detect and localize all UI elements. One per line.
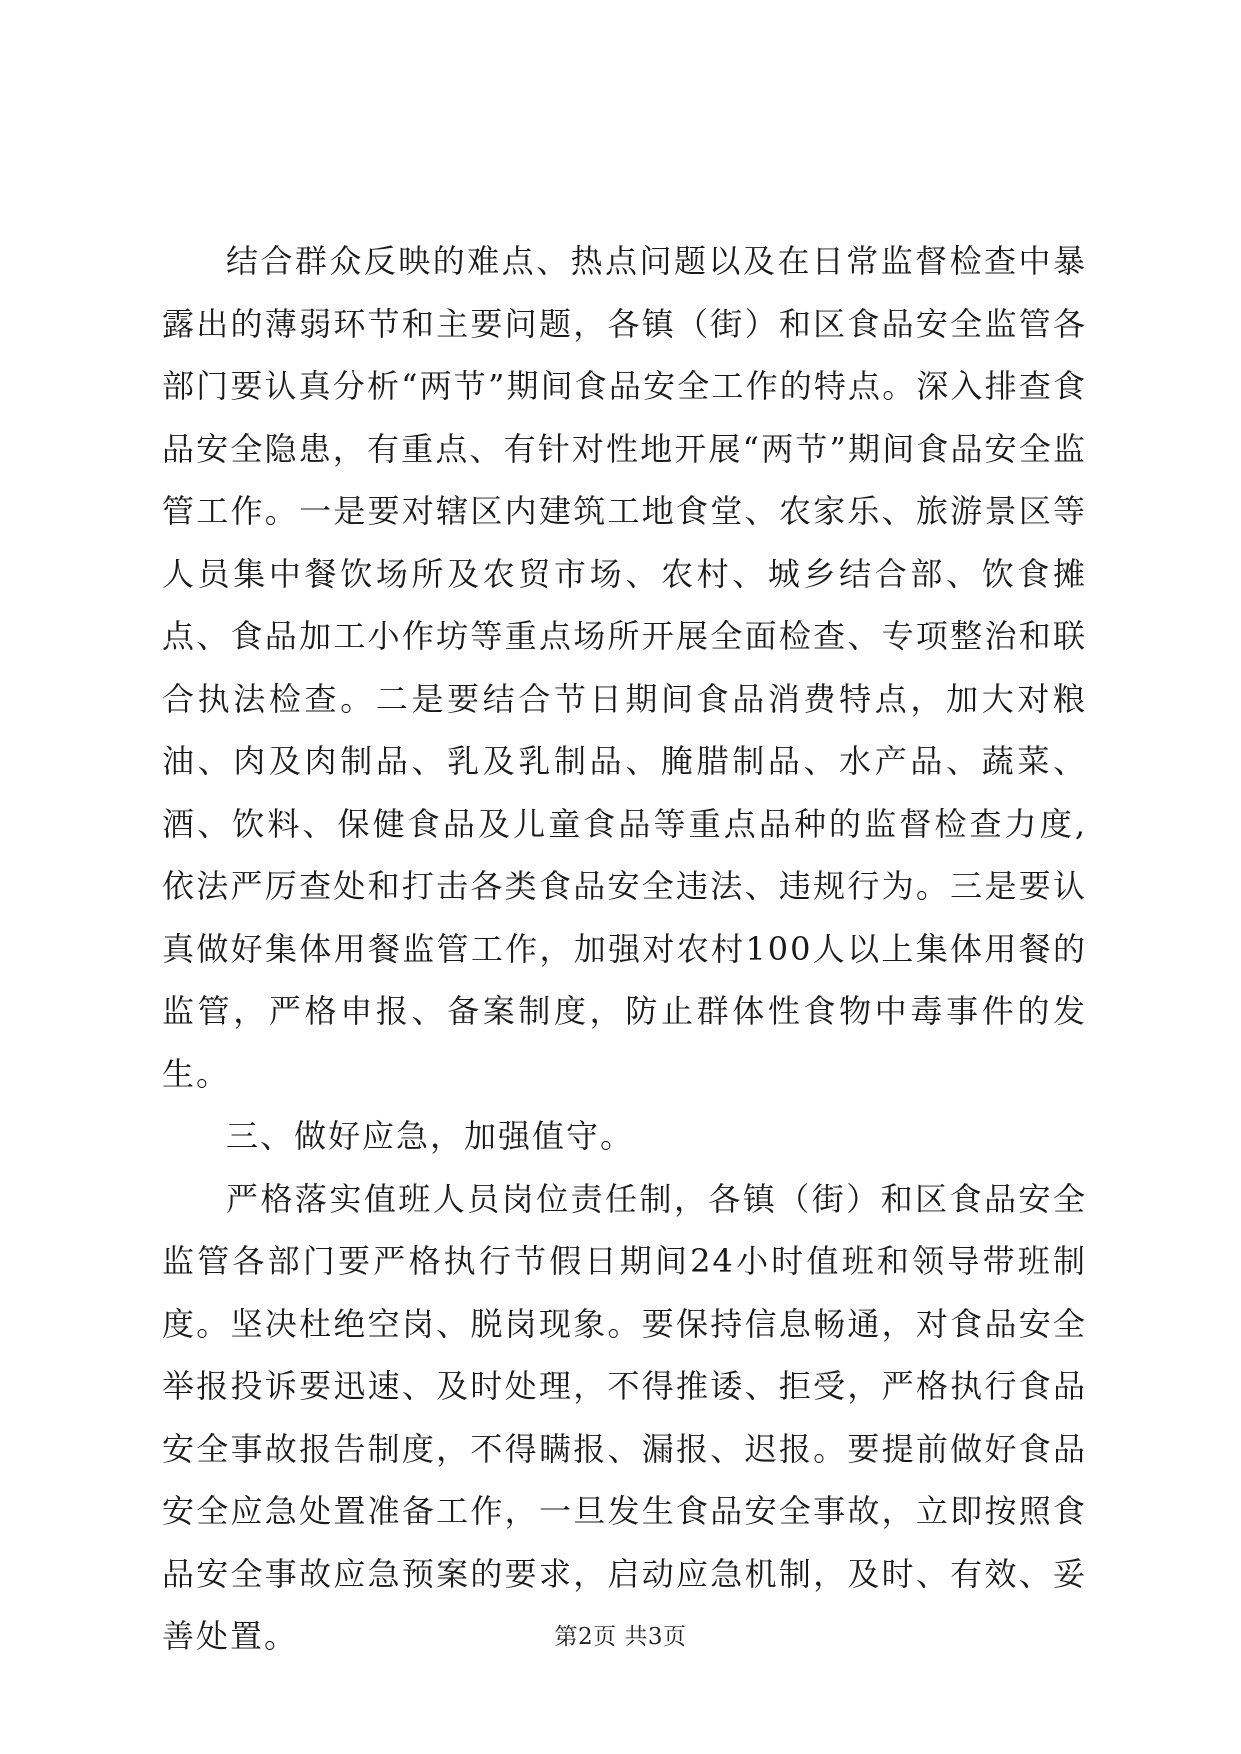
document-body — [162, 230, 1087, 1668]
page-number-footer: 第2页 共3页 — [554, 1624, 687, 1650]
paragraph-duty-system: 严格落实值班人员岗位责任制，各镇（街）和区食品安全监管各部门要严格执行节假日期间24小时值班和领导带班制度。坚决杜绝空岗、脱岗现象。要保持信息畅通，对食品安全举报投诉要迅速、及时处理，不得推诿、拒受，严格执行食品安全事故报告制度，不得瞒报、漏报、迟报。要提前做好食品安全应急处置准备工作，一旦发生食品安全事故，立即按照食品安全事故应急预案的要求，启动应急机制，及时、有效、妥善处置。 — [162, 1179, 1087, 1655]
section-heading-emergency: 三、做好应急，加强值守。 — [226, 1117, 635, 1155]
paragraph-inspection-focus: 结合群众反映的难点、热点问题以及在日常监督检查中暴露出的薄弱环节和主要问题，各镇（街）和区食品安全监管各部门要认真分析“两节”期间食品安全工作的特点。深入排查食品安全隐患，有重点、有针对性地开展“两节”期间食品安全监管工作。一是要对辖区内建筑工地食堂、农家乐、旅游景区等人员集中餐饮场所及农贸市场、农村、城乡结合部、饮食摊点、食品加工小作坊等重点场所开展全面检查、专项整治和联合执法检查。二是要结合节日期间食品消费特点，加大对粮油、肉及肉制品、乳及乳制品、腌腊制品、水产品、蔬菜、酒、饮料、保健食品及儿童食品等重点品种的监督检查力度,依法严厉查处和打击各类食品安全违法、违规行为。三是要认真做好集体用餐监管工作，加强对农村100人以上集体用餐的监管，严格申报、备案制度，防止群体性食物中毒事件的发生。 — [162, 242, 1087, 1093]
